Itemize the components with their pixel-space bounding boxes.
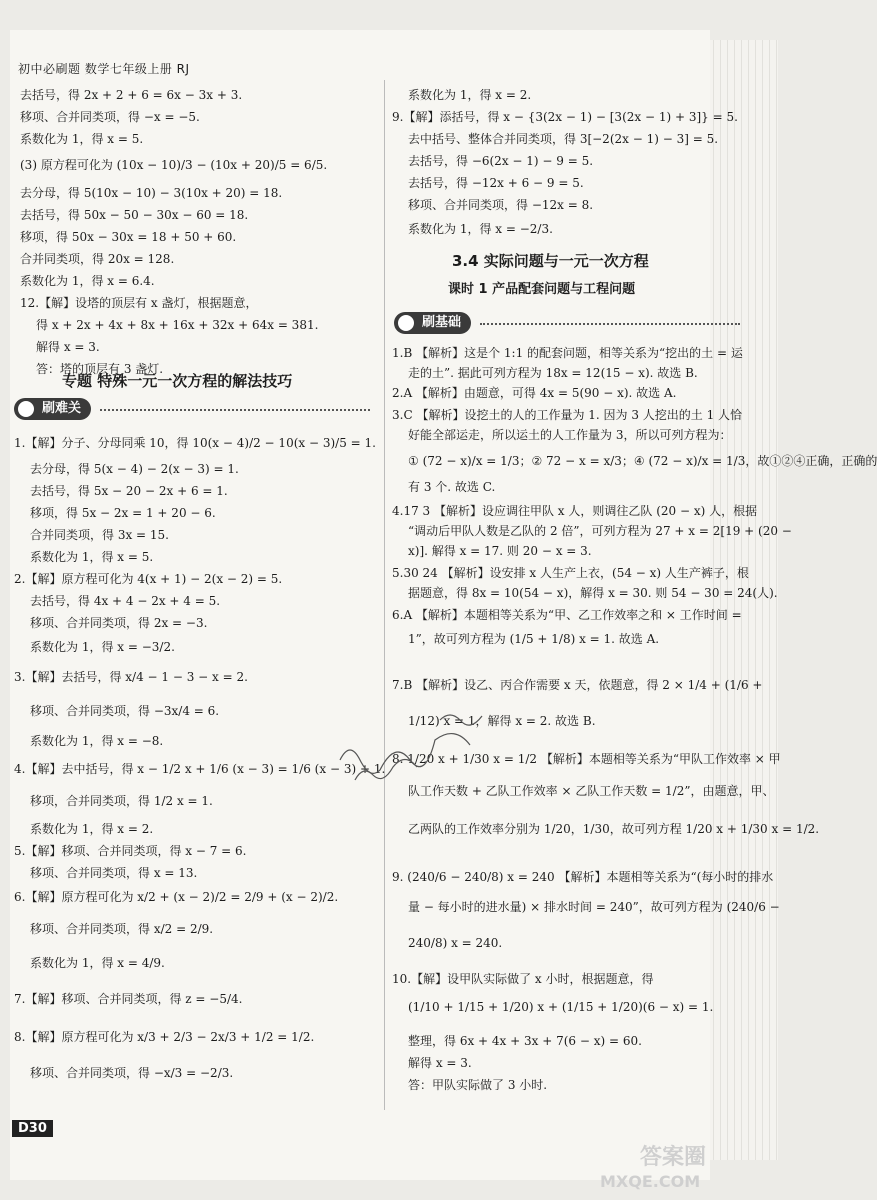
watermark-logo: 答案圈	[640, 1145, 707, 1170]
text-line: 系数化为 1，得 x = 5.	[30, 550, 154, 564]
text-line: 答：塔的顶层有 3 盏灯.	[36, 362, 164, 376]
handwriting-scribble	[330, 700, 520, 810]
question-7: 7.【解】移项、合并同类项，得 z = −5/4.	[14, 992, 243, 1006]
text-line: 系数化为 1，得 x = 2.	[408, 88, 532, 102]
text-line: 乙两队的工作效率分别为 1/20，1/30，故可列方程 1/20 x + 1/30 x = 1/2.	[408, 822, 820, 836]
question-8: 8.【解】原方程可化为 x/3 + 2/3 − 2x/3 + 1/2 = 1/2.	[14, 1030, 315, 1044]
question-5: 5.【解】移项、合并同类项，得 x − 7 = 6.	[14, 844, 247, 858]
text-line: 移项、合并同类项，得 2x = −3.	[30, 616, 208, 630]
text-line: 系数化为 1，得 x = 2.	[30, 822, 154, 836]
text-line: 走的土”. 据此可列方程为 18x = 12(15 − x). 故选 B.	[408, 366, 698, 380]
question-2: 2.【解】原方程可化为 4(x + 1) − 2(x − 2) = 5.	[14, 572, 283, 586]
question-4: 4.17 3 【解析】设应调往甲队 x 人，则调往乙队 (20 − x) 人，根据	[392, 504, 758, 518]
question-5: 5.30 24 【解析】设安排 x 人生产上衣，(54 − x) 人生产裤子，根	[392, 566, 749, 580]
question-6: 6.【解】原方程可化为 x/2 + (x − 2)/2 = 2/9 + (x − 2)/2.	[14, 890, 339, 904]
badge-label: 刷基础	[422, 315, 462, 330]
text-line: 1/12) x = 1，解得 x = 2. 故选 B.	[408, 714, 596, 728]
question-4: 4.【解】去中括号，得 x − 1/2 x + 1/6 (x − 3) = 1/6 (x − 3) + 1.	[14, 762, 386, 776]
question-7: 7.B 【解析】设乙、丙合作需要 x 天，依题意，得 2 × 1/4 + (1/6 +	[392, 678, 763, 692]
text-line: 移项，合并同类项，得 1/2 x = 1.	[30, 794, 213, 808]
question-2: 2.A 【解析】由题意，可得 4x = 5(90 − x). 故选 A.	[392, 386, 677, 400]
text-line: 去括号，得 −6(2x − 1) − 9 = 5.	[408, 154, 594, 168]
text-line: 移项、合并同类项，得 −x/3 = −2/3.	[30, 1066, 234, 1080]
running-header: 初中必刷题 数学七年级上册 RJ	[18, 62, 190, 76]
text-line: 系数化为 1，得 x = −8.	[30, 734, 164, 748]
question-6: 6.A 【解析】本题相等关系为“甲、乙工作效率之和 × 工作时间 =	[392, 608, 742, 622]
text-line: 1”，故可列方程为 (1/5 + 1/8) x = 1. 故选 A.	[408, 632, 660, 646]
question-9: 9.【解】添括号，得 x − {3(2x − 1) − [3(2x − 1) + 3]} = 5.	[392, 110, 738, 124]
text-line: 量 − 每小时的进水量) × 排水时间 = 240”，故可列方程为 (240/6 −	[408, 900, 780, 914]
topic-title: 专题 特殊一元一次方程的解法技巧	[62, 372, 293, 390]
lesson-title: 课时 1 产品配套问题与工程问题	[448, 282, 636, 297]
text-line: 移项、合并同类项，得 x = 13.	[30, 866, 198, 880]
text-line: (3) 原方程可化为 (10x − 10)/3 − (10x + 20)/5 = 6/5.	[20, 158, 328, 172]
text-line: 解得 x = 3.	[408, 1056, 472, 1070]
text-line: 去括号，得 2x + 2 + 6 = 6x − 3x + 3.	[20, 88, 243, 102]
badge-rule	[100, 409, 370, 411]
text-line: 240/8) x = 240.	[408, 936, 503, 950]
question-1: 1.【解】分子、分母同乘 10，得 10(x − 4)/2 − 10(x − 3)/5 = 1.	[14, 436, 376, 450]
text-line: 系数化为 1，得 x = 6.4.	[20, 274, 155, 288]
text-line: 整理，得 6x + 4x + 3x + 7(6 − x) = 60.	[408, 1034, 642, 1048]
text-line: 好能全部运走，所以运土的人工作量为 3，所以可列方程为：	[408, 428, 732, 442]
text-line: 移项、合并同类项，得 −12x = 8.	[408, 198, 594, 212]
text-line: 合并同类项，得 20x = 128.	[20, 252, 175, 266]
text-line: 有 3 个. 故选 C.	[408, 480, 496, 494]
section-title: 3.4 实际问题与一元一次方程	[452, 252, 649, 270]
watermark-url: MXQE.COM	[600, 1172, 701, 1191]
badge-basic	[394, 312, 471, 334]
badge-label: 刷难关	[42, 401, 82, 416]
pencil-icon	[398, 315, 414, 331]
column-divider	[384, 80, 385, 1110]
question-1: 1.B 【解析】这是个 1:1 的配套问题，相等关系为“挖出的土 = 运	[392, 346, 743, 360]
text-line: 得 x + 2x + 4x + 8x + 16x + 32x + 64x = 381.	[36, 318, 319, 332]
text-line: 系数化为 1，得 x = 4/9.	[30, 956, 165, 970]
text-line: x)]. 解得 x = 17. 则 20 − x = 3.	[408, 544, 592, 558]
text-line: 去分母，得 5(x − 4) − 2(x − 3) = 1.	[30, 462, 239, 476]
pencil-icon	[18, 401, 34, 417]
text-line: 去括号，得 5x − 20 − 2x + 6 = 1.	[30, 484, 228, 498]
question-9: 9. (240/6 − 240/8) x = 240 【解析】本题相等关系为“(每小时的排水	[392, 870, 774, 884]
text-line: 移项，得 50x − 30x = 18 + 50 + 60.	[20, 230, 237, 244]
text-line: 系数化为 1，得 x = −3/2.	[30, 640, 175, 654]
text-line: 去中括号、整体合并同类项，得 3[−2(2x − 1) − 3] = 5.	[408, 132, 719, 146]
text-line: 去括号，得 4x + 4 − 2x + 4 = 5.	[30, 594, 221, 608]
text-line: 解得 x = 3.	[36, 340, 100, 354]
text-line: ① (72 − x)/x = 1/3；② 72 − x = x/3；④ (72 − x)/x = 1/3，故①②④正确，正确的	[408, 454, 877, 468]
text-line: 去括号，得 50x − 50 − 30x − 60 = 18.	[20, 208, 249, 222]
badge-hard	[14, 398, 91, 420]
text-line: “调动后甲队人数是乙队的 2 倍”，可列方程为 27 + x = 2[19 + (20 −	[408, 524, 792, 538]
text-line: 移项、合并同类项，得 x/2 = 2/9.	[30, 922, 214, 936]
text-line: 答：甲队实际做了 3 小时.	[408, 1078, 548, 1092]
question-8: 8. 1/20 x + 1/30 x = 1/2 【解析】本题相等关系为“甲队工作效率 × 甲	[392, 752, 781, 766]
question-12: 12.【解】设塔的顶层有 x 盏灯，根据题意，	[20, 296, 258, 310]
text-line: 系数化为 1，得 x = 5.	[20, 132, 144, 146]
text-line: 据题意，得 8x = 10(54 − x)，解得 x = 30. 则 54 − 30 = 24(人).	[408, 586, 778, 600]
question-10: 10.【解】设甲队实际做了 x 小时，根据题意，得	[392, 972, 654, 986]
text-line: 去括号，得 −12x + 6 − 9 = 5.	[408, 176, 584, 190]
page-number: D30	[12, 1120, 53, 1137]
text-line: 移项、合并同类项，得 −3x/4 = 6.	[30, 704, 220, 718]
text-line: 系数化为 1，得 x = −2/3.	[408, 222, 553, 236]
text-line: 移项，得 5x − 2x = 1 + 20 − 6.	[30, 506, 216, 520]
text-line: 去分母，得 5(10x − 10) − 3(10x + 20) = 18.	[20, 186, 283, 200]
question-3: 3.C 【解析】设挖土的人的工作量为 1. 因为 3 人挖出的土 1 人恰	[392, 408, 743, 422]
text-line: 移项、合并同类项，得 −x = −5.	[20, 110, 200, 124]
question-3: 3.【解】去括号，得 x/4 − 1 − 3 − x = 2.	[14, 670, 248, 684]
text-line: 队工作天数 + 乙队工作效率 × 乙队工作天数 = 1/2”，由题意，甲、	[408, 784, 775, 798]
text-line: 合并同类项，得 3x = 15.	[30, 528, 169, 542]
badge-rule	[480, 323, 740, 325]
text-line: (1/10 + 1/15 + 1/20) x + (1/15 + 1/20)(6 − x) = 1.	[408, 1000, 714, 1014]
